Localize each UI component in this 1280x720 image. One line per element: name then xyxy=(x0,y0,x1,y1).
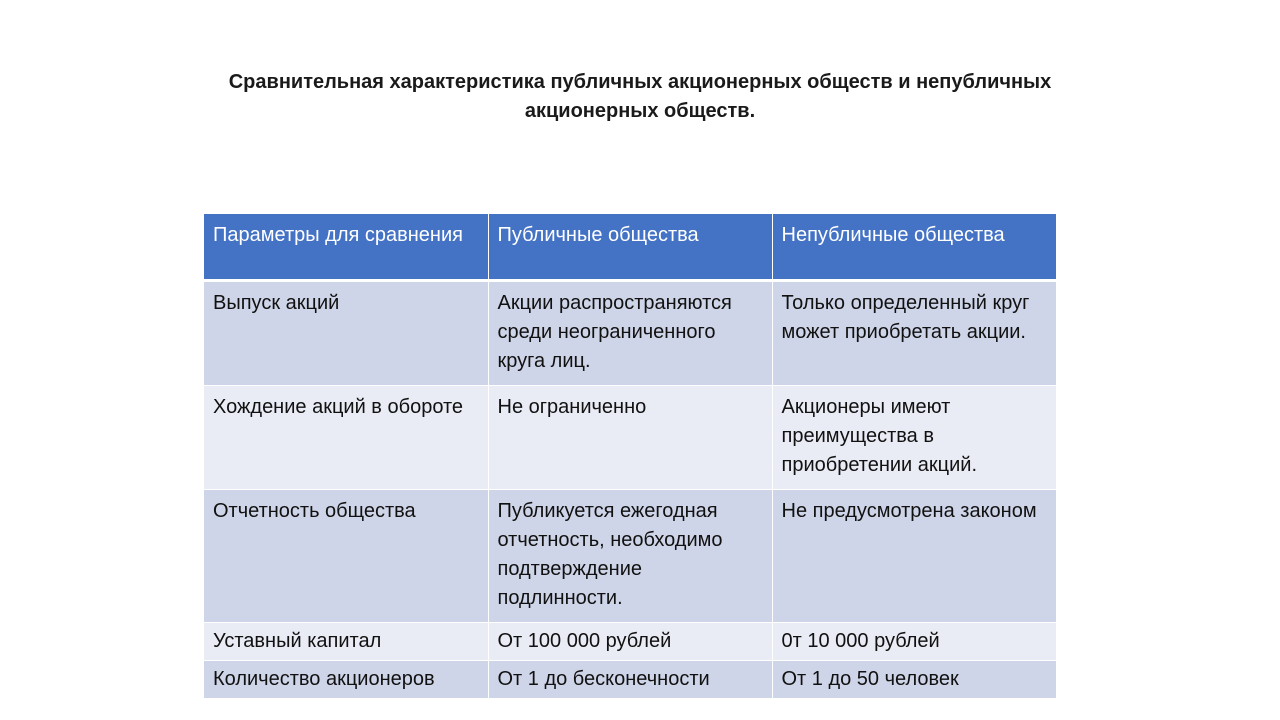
table-row xyxy=(204,385,1056,489)
table-cell-parameter: Выпуск акций xyxy=(204,280,488,385)
table-cell-parameter: Уставный капитал xyxy=(204,622,488,660)
slide-title: Сравнительная характеристика публичных акционерных обществ и непубличных акционерных обществ. xyxy=(228,71,1052,122)
table-cell-nonpublic: От 1 до 50 человек xyxy=(772,660,1056,698)
table-cell-public: Акции распространяются среди неограниченного круга лиц. xyxy=(488,280,772,385)
table-cell-parameter: Хождение акций в обороте xyxy=(204,385,488,489)
table-row xyxy=(204,489,1056,622)
table-header-row xyxy=(204,214,1056,280)
table-row xyxy=(204,660,1056,698)
table-cell-public: От 100 000 рублей xyxy=(488,622,772,660)
table-row xyxy=(204,280,1056,385)
table-cell-parameter: Отчетность общества xyxy=(204,489,488,622)
table-cell-nonpublic: Акционеры имеют преимущества в приобретении акций. xyxy=(772,385,1056,489)
comparison-table xyxy=(204,214,1056,699)
table-cell-public: Не ограниченно xyxy=(488,385,772,489)
table-cell-nonpublic: 0т 10 000 рублей xyxy=(772,622,1056,660)
table-row xyxy=(204,622,1056,660)
table-cell-public: От 1 до бесконечности xyxy=(488,660,772,698)
header-nonpublic: Непубличные общества xyxy=(772,214,1056,280)
table-cell-nonpublic: Только определенный круг может приобретать акции. xyxy=(772,280,1056,385)
table-cell-public: Публикуется ежегодная отчетность, необходимо подтверждение подлинности. xyxy=(488,489,772,622)
header-public: Публичные общества xyxy=(488,214,772,280)
table-cell-parameter: Количество акционеров xyxy=(204,660,488,698)
header-parameters: Параметры для сравнения xyxy=(204,214,488,280)
table-cell-nonpublic: Не предусмотрена законом xyxy=(772,489,1056,622)
